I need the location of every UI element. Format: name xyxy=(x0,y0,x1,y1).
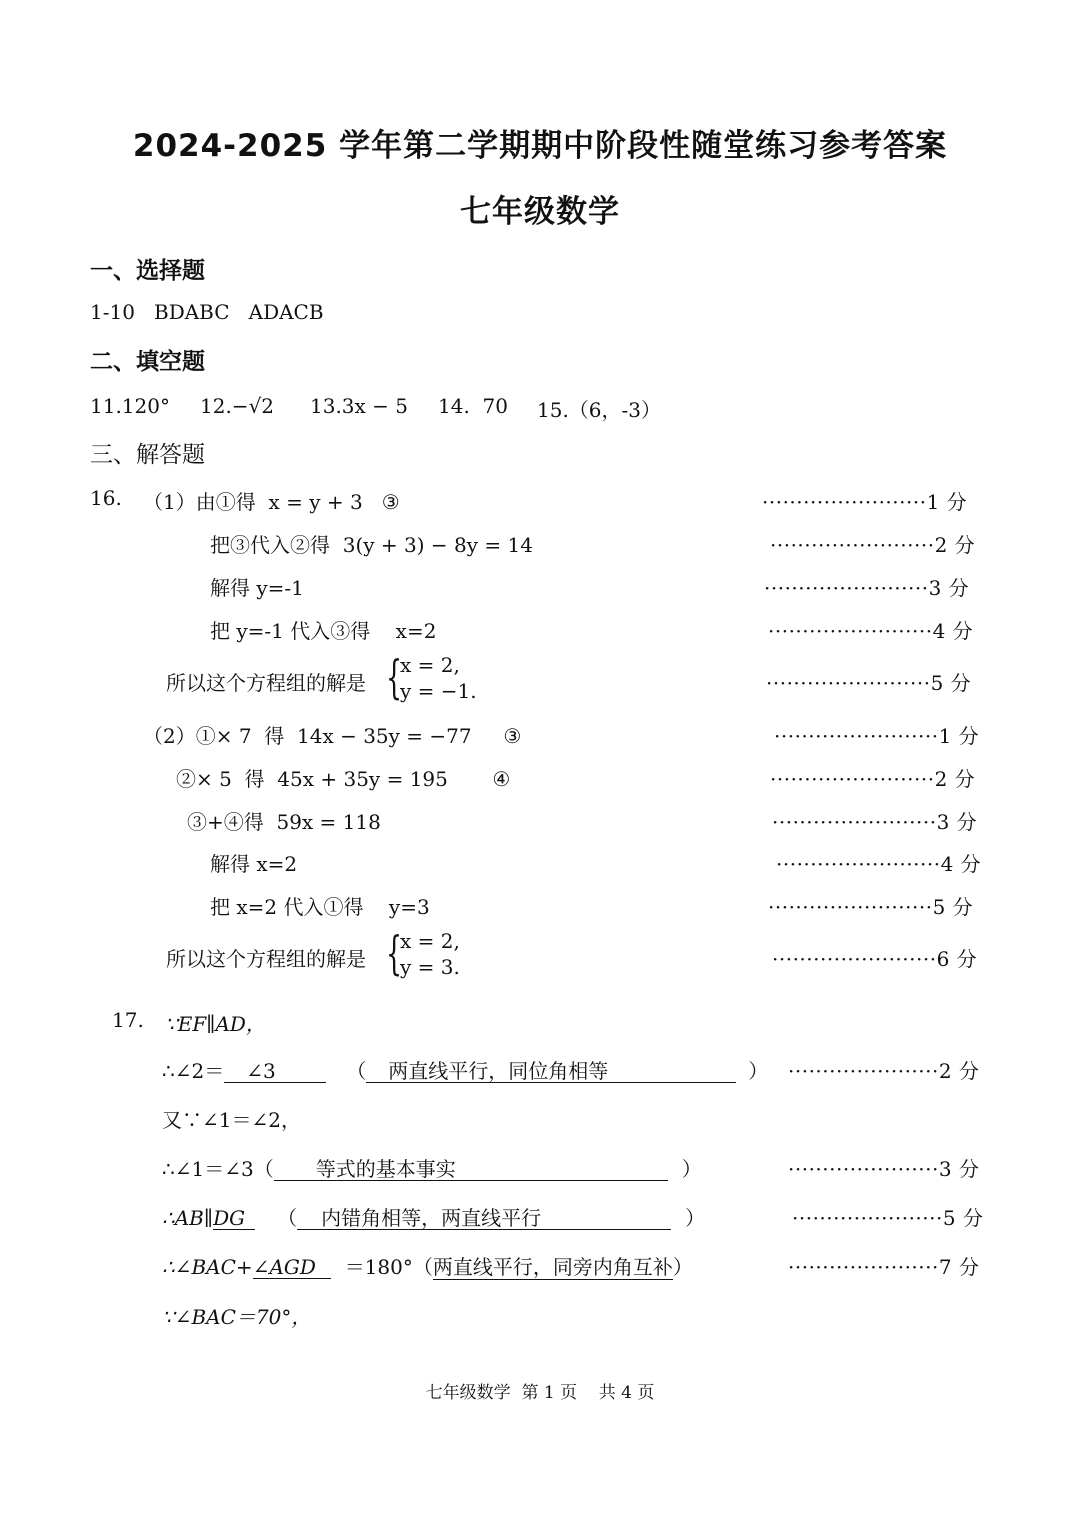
q17-line2-prefix: ∴∠2＝ xyxy=(162,1059,225,1083)
q16-p2-score-3: ························3 分 xyxy=(772,810,978,834)
q17-line5-prefix: ∴AB∥ xyxy=(162,1206,214,1230)
q16-p2-line3: ③+④得 59x = 118 xyxy=(187,810,381,834)
q17-number: 17. xyxy=(112,1008,144,1032)
q16-p2-line2: ②× 5 得 45x + 35y = 195 ④ xyxy=(176,767,511,791)
q17-line4 xyxy=(162,1153,702,1182)
q17-line7: ∵∠BAC＝70°， xyxy=(162,1305,312,1329)
q17-line5 xyxy=(162,1202,705,1231)
q16-p1-line2: 把③代入②得 3(y + 3) − 8y = 14 xyxy=(210,533,533,557)
q17-line2-close: ） xyxy=(748,1059,769,1083)
q17-line4-prefix: ∴∠1＝∠3（ xyxy=(162,1157,274,1181)
fill-answer-11: 11.120° xyxy=(90,394,170,418)
q17-line6-close: ） xyxy=(672,1255,693,1279)
q17-line5-close: ） xyxy=(685,1206,706,1230)
page-title: 2024-2025 学年第二学期期中阶段性随堂练习参考答案 xyxy=(132,128,948,164)
q16-p1-score-3: ························3 分 xyxy=(764,576,970,600)
page-footer: 七年级数学 第 1 页 共 4 页 xyxy=(425,1383,655,1403)
fill-answer-14: 14. 70 xyxy=(438,394,508,418)
q17-line2-open: （ xyxy=(346,1059,367,1083)
q16-p1-score-1: ························1 分 xyxy=(762,490,968,514)
q16-p1-score-5: ························5 分 xyxy=(766,671,972,695)
section-fill-heading: 二、填空题 xyxy=(90,349,205,375)
q17-line1: ∵EF∥AD， xyxy=(165,1012,266,1036)
q16-p2-conclusion: 所以这个方程组的解是 xyxy=(166,947,366,971)
q17-line2-blank: ∠3 xyxy=(224,1060,326,1083)
q16-p1-score-4: ························4 分 xyxy=(768,619,974,643)
q16-p1-conclusion: 所以这个方程组的解是 xyxy=(166,671,366,695)
q17-line6 xyxy=(162,1251,693,1280)
q16-p1-brace: { xyxy=(386,650,403,704)
q16-p2-sys1: x = 2, xyxy=(400,929,460,953)
q17-line2-score: ······················2 分 xyxy=(788,1059,980,1083)
page-subtitle: 七年级数学 xyxy=(460,194,620,230)
q16-p2-score-4: ························4 分 xyxy=(776,852,982,876)
q16-p2-brace: { xyxy=(386,926,403,980)
q16-p1-line1: （1）由①得 x = y + 3 ③ xyxy=(143,490,400,514)
q16-p2-score-6: ························6 分 xyxy=(772,947,978,971)
q16-p1-line3: 解得 y=-1 xyxy=(210,576,304,600)
q17-line5-open: （ xyxy=(277,1206,298,1230)
section-choice-heading: 一、选择题 xyxy=(90,258,205,284)
q17-line6-score: ······················7 分 xyxy=(788,1255,980,1279)
fill-answer-13: 13.3x − 5 xyxy=(310,394,409,418)
q16-p2-score-1: ························1 分 xyxy=(774,724,980,748)
q16-p1-sys1: x = 2, xyxy=(400,653,460,677)
q17-line6-prefix: ∴∠BAC+ xyxy=(162,1255,253,1279)
q16-p1-sys2: y = −1. xyxy=(400,679,477,703)
choice-answers: 1-10 BDABC ADACB xyxy=(90,300,324,324)
q16-p2-score-2: ························2 分 xyxy=(770,767,976,791)
q16-p2-line1: （2）①× 7 得 14x − 35y = −77 ③ xyxy=(143,724,522,748)
q17-line2 xyxy=(162,1055,768,1084)
q16-number: 16. xyxy=(90,486,122,510)
q17-line4-score: ······················3 分 xyxy=(788,1157,980,1181)
q16-p2-line4: 解得 x=2 xyxy=(210,852,298,876)
q16-p2-line5: 把 x=2 代入①得 y=3 xyxy=(210,895,430,919)
q16-p1-score-2: ························2 分 xyxy=(770,533,976,557)
q17-line5-reason: 内错角相等，两直线平行 xyxy=(297,1207,671,1230)
q16-p2-score-5: ························5 分 xyxy=(768,895,974,919)
q17-line3: 又∵∠1＝∠2， xyxy=(162,1108,301,1132)
q17-line5-score: ······················5 分 xyxy=(792,1206,984,1230)
q16-p1-line4: 把 y=-1 代入③得 x=2 xyxy=(210,619,437,643)
fill-answer-12: 12.−√2 xyxy=(200,394,275,418)
q17-line4-close: ） xyxy=(681,1157,702,1181)
q17-line5-blank: DG xyxy=(213,1207,255,1230)
q17-line2-reason: 两直线平行，同位角相等 xyxy=(366,1060,736,1083)
fill-answer-15: 15.（6，-3） xyxy=(537,398,662,422)
q17-line4-reason: 等式的基本事实 xyxy=(274,1158,668,1181)
q17-line6-mid: ＝180°（ xyxy=(344,1255,433,1279)
q17-line6-reason: 两直线平行，同旁内角互补 xyxy=(432,1255,673,1279)
q16-p2-sys2: y = 3. xyxy=(400,955,460,979)
section-solve-heading: 三、解答题 xyxy=(90,442,205,468)
q17-line6-blank: ∠AGD xyxy=(253,1256,331,1279)
